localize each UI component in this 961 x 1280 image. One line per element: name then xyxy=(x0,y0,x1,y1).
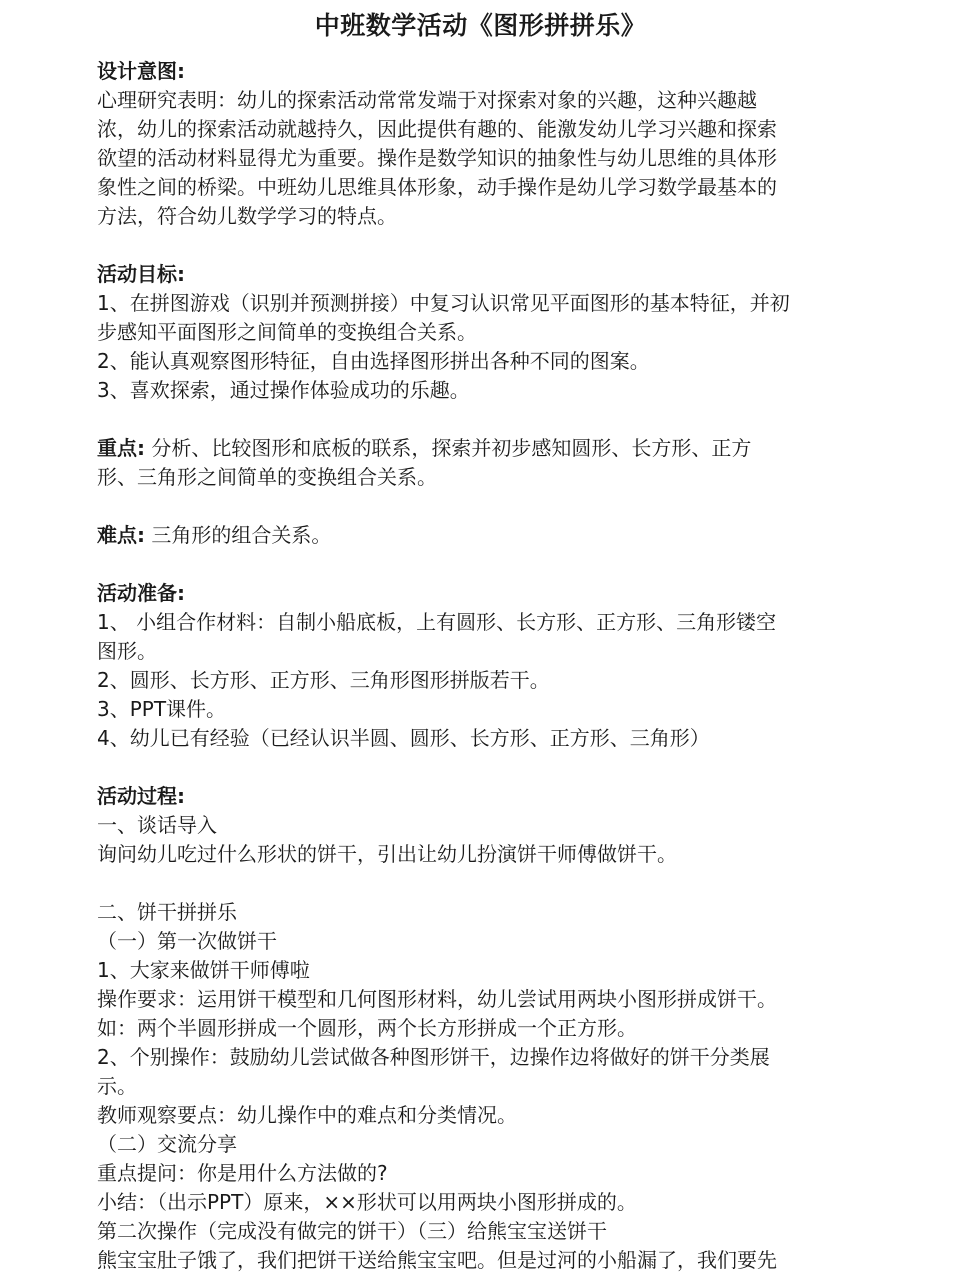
process-line: 操作要求：运用饼干模型和几何图形材料，幼儿尝试用两块小图形拼成饼干。 xyxy=(97,987,777,1011)
goal-line: 2、能认真观察图形特征，自由选择图形拼出各种不同的图案。 xyxy=(97,349,650,373)
prep-line: 4、幼儿已有经验（已经认识半圆、圆形、长方形、正方形、三角形） xyxy=(97,726,710,750)
focus-text: 分析、比较图形和底板的联系，探索并初步感知圆形、长方形、正方 xyxy=(145,436,752,460)
focus-paragraph xyxy=(97,434,877,463)
design-line: 心理研究表明：幼儿的探索活动常常发端于对探索对象的兴趣，这种兴趣越 xyxy=(97,88,757,112)
process-line: 1、大家来做饼干师傅啦 xyxy=(97,958,310,982)
process-line: 重点提问：你是用什么方法做的? xyxy=(97,1161,388,1185)
process-line: 小结：（出示PPT）原来，××形状可以用两块小图形拼成的。 xyxy=(97,1190,637,1214)
focus-label: 重点: xyxy=(97,436,145,460)
goal-line: 步感知平面图形之间简单的变换组合关系。 xyxy=(97,320,477,344)
process-line: 熊宝宝肚子饿了，我们把饼干送给熊宝宝吧。但是过河的小船漏了，我们要先 xyxy=(97,1248,777,1272)
focus-line: 形、三角形之间简单的变换组合关系。 xyxy=(97,465,437,489)
process-line: 询问幼儿吃过什么形状的饼干，引出让幼儿扮演饼干师傅做饼干。 xyxy=(97,842,677,866)
design-line: 方法，符合幼儿数学学习的特点。 xyxy=(97,204,397,228)
document-body xyxy=(97,57,877,1275)
goals-heading: 活动目标: xyxy=(97,262,185,286)
difficulty-label: 难点: xyxy=(97,523,145,547)
process-line: 2、个别操作：鼓励幼儿尝试做各种图形饼干，边操作边将做好的饼干分类展 xyxy=(97,1045,770,1069)
section-gap xyxy=(97,405,877,434)
section-gap xyxy=(97,869,877,898)
prep-line: 2、圆形、长方形、正方形、三角形图形拼版若干。 xyxy=(97,668,550,692)
process-heading: 活动过程: xyxy=(97,784,185,808)
goal-line: 3、喜欢探索，通过操作体验成功的乐趣。 xyxy=(97,378,470,402)
process-line: 二、饼干拼拼乐 xyxy=(97,900,237,924)
prep-heading: 活动准备: xyxy=(97,581,185,605)
difficulty-paragraph xyxy=(97,521,877,550)
process-line: 示。 xyxy=(97,1074,137,1098)
process-line: 如：两个半圆形拼成一个圆形，两个长方形拼成一个正方形。 xyxy=(97,1016,637,1040)
document-title: 中班数学活动《图形拼拼乐》 xyxy=(314,11,647,40)
process-line: （二）交流分享 xyxy=(97,1132,237,1156)
prep-line: 图形。 xyxy=(97,639,157,663)
section-gap xyxy=(97,753,877,782)
section-gap xyxy=(97,231,877,260)
process-line: 教师观察要点：幼儿操作中的难点和分类情况。 xyxy=(97,1103,517,1127)
section-gap xyxy=(97,550,877,579)
process-line: 第二次操作（完成没有做完的饼干）（三）给熊宝宝送饼干 xyxy=(97,1219,607,1243)
design-line: 浓，幼儿的探索活动就越持久，因此提供有趣的、能激发幼儿学习兴趣和探索 xyxy=(97,117,777,141)
goal-line: 1、在拼图游戏（识别并预测拼接）中复习认识常见平面图形的基本特征，并初 xyxy=(97,291,790,315)
process-line: 一、谈话导入 xyxy=(97,813,217,837)
prep-line: 3、PPT课件。 xyxy=(97,697,227,721)
prep-line: 1、 小组合作材料：自制小船底板，上有圆形、长方形、正方形、三角形镂空 xyxy=(97,610,777,634)
difficulty-text: 三角形的组合关系。 xyxy=(145,523,332,547)
design-heading: 设计意图: xyxy=(97,59,185,83)
section-gap xyxy=(97,492,877,521)
process-line: （一）第一次做饼干 xyxy=(97,929,277,953)
design-line: 欲望的活动材料显得尤为重要。操作是数学知识的抽象性与幼儿思维的具体形 xyxy=(97,146,777,170)
design-line: 象性之间的桥梁。中班幼儿思维具体形象，动手操作是幼儿学习数学最基本的 xyxy=(97,175,777,199)
